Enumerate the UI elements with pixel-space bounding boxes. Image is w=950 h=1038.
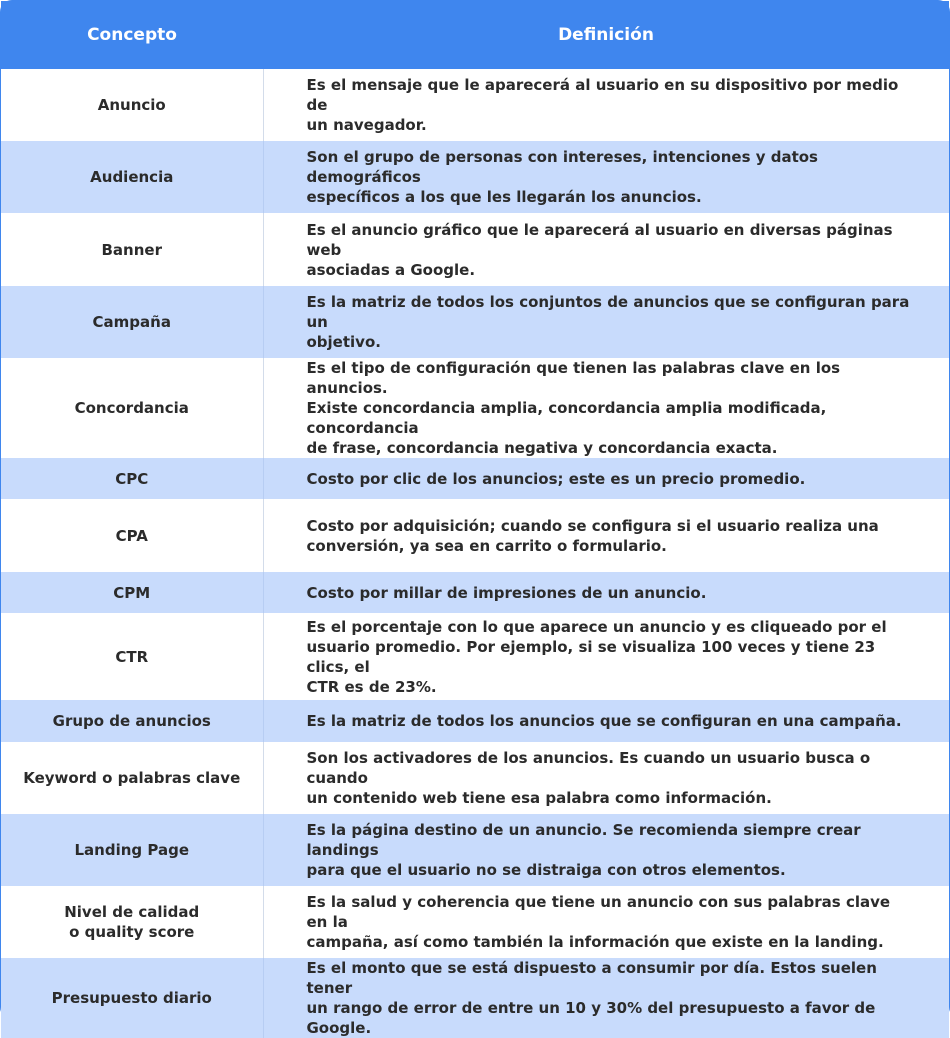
definition-cell — [263, 286, 949, 358]
definition-text: Es la matriz de todos los conjuntos de anuncios que se configuran para un — [306, 293, 910, 331]
concept-text: Presupuesto diario — [51, 989, 212, 1007]
concept-cell — [1, 458, 263, 499]
concept-text: Keyword o palabras clave — [23, 769, 241, 787]
table-row — [1, 814, 949, 886]
definition-text: Es el mensaje que le aparecerá al usuario en su dispositivo por medio de — [306, 76, 899, 114]
concept-text: Banner — [101, 240, 162, 259]
definition-text: objetivo. — [306, 333, 381, 351]
definition-text: un contenido web tiene esa palabra como información. — [306, 789, 772, 807]
concept-text: CPC — [115, 469, 149, 488]
table-row — [1, 886, 949, 958]
concept-text: Nivel de calidad — [64, 903, 200, 921]
header-concept: Concepto — [1, 1, 263, 69]
table-row — [1, 613, 949, 700]
concept-text: Concordancia — [74, 399, 189, 417]
concept-cell — [1, 814, 263, 886]
definition-cell — [263, 213, 949, 286]
table-row — [1, 499, 949, 572]
concept-text: Campaña — [92, 313, 171, 331]
definition-text: Es el porcentaje con lo que aparece un anuncio y es cliqueado por el — [306, 617, 887, 636]
definition-text: para que el usuario no se distraiga con otros elementos. — [306, 861, 786, 879]
definition-text: conversión, ya sea en carrito o formulario. — [306, 536, 667, 555]
definition-text: de frase, concordancia negativa y concordancia exacta. — [306, 439, 778, 457]
definition-text: Costo por adquisición; cuando se configura si el usuario realiza una — [306, 516, 879, 535]
definition-cell — [263, 141, 949, 213]
definition-cell — [263, 700, 949, 742]
definition-cell — [263, 814, 949, 886]
concept-text: o quality score — [69, 923, 195, 941]
concept-cell — [1, 742, 263, 814]
definition-text: Costo por clic de los anuncios; este es un precio promedio. — [306, 469, 806, 488]
concept-text: CTR — [115, 647, 149, 666]
concept-cell — [1, 958, 263, 1038]
definition-text: Son los activadores de los anuncios. Es cuando un usuario busca o cuando — [306, 749, 871, 787]
definition-text: Existe concordancia amplia, concordancia amplia modificada, concordancia — [306, 399, 827, 437]
definition-text: CTR es de 23%. — [306, 677, 437, 696]
definition-text: Son el grupo de personas con intereses, intenciones y datos demográficos — [306, 148, 818, 186]
definition-cell — [263, 499, 949, 572]
definition-text: Es el anuncio gráfico que le aparecerá al usuario en diversas páginas web — [306, 220, 893, 259]
table-row — [1, 572, 949, 613]
concept-text: Grupo de anuncios — [52, 712, 211, 730]
concept-text: CPM — [113, 583, 151, 602]
definition-text: campaña, así como también la información que existe en la landing. — [306, 933, 884, 951]
table-row — [1, 742, 949, 814]
definition-text: un navegador. — [306, 116, 427, 134]
definition-text: Es la página destino de un anuncio. Se recomienda siempre crear landings — [306, 821, 861, 859]
table-row — [1, 213, 949, 286]
concept-text: CPA — [115, 526, 148, 545]
table-row — [1, 958, 949, 1038]
definition-cell — [263, 886, 949, 958]
concept-cell — [1, 286, 263, 358]
table-row — [1, 358, 949, 458]
definition-cell — [263, 358, 949, 458]
header-definition: Definición — [263, 1, 949, 69]
table-header-row — [1, 1, 949, 69]
definition-text: usuario promedio. Por ejemplo, si se visualiza 100 veces y tiene 23 clics, el — [306, 637, 876, 676]
definition-text: específicos a los que les llegarán los anuncios. — [306, 188, 702, 206]
definition-text: Es la matriz de todos los anuncios que se configuran en una campaña. — [306, 712, 902, 730]
concept-cell — [1, 69, 263, 141]
definition-cell — [263, 458, 949, 499]
concept-cell — [1, 886, 263, 958]
concept-cell — [1, 572, 263, 613]
definition-text: asociadas a Google. — [306, 260, 476, 279]
table-row — [1, 458, 949, 499]
table-row — [1, 141, 949, 213]
definition-cell — [263, 958, 949, 1038]
concept-cell — [1, 613, 263, 700]
glossary-table — [1, 1, 949, 1038]
table-row — [1, 700, 949, 742]
definition-text: Es el tipo de configuración que tienen las palabras clave en los anuncios. — [306, 359, 841, 397]
concept-cell — [1, 700, 263, 742]
definition-text: Es la salud y coherencia que tiene un anuncio con sus palabras clave en la — [306, 893, 891, 931]
concept-text: Anuncio — [97, 96, 166, 114]
concept-cell — [1, 499, 263, 572]
concept-text: Landing Page — [74, 841, 189, 859]
table-row — [1, 69, 949, 141]
table-row — [1, 286, 949, 358]
definition-text: Es el monto que se está dispuesto a consumir por día. Estos suelen tener — [306, 959, 877, 997]
definition-cell — [263, 742, 949, 814]
concept-text: Audiencia — [90, 168, 174, 186]
concept-cell — [1, 358, 263, 458]
definition-text: un rango de error de entre un 10 y 30% del presupuesto a favor de Google. — [306, 999, 876, 1037]
concept-cell — [1, 141, 263, 213]
definition-cell — [263, 572, 949, 613]
concept-cell — [1, 213, 263, 286]
table-body — [1, 69, 949, 1038]
definition-text: Costo por millar de impresiones de un anuncio. — [306, 583, 707, 602]
definition-cell — [263, 69, 949, 141]
definition-cell — [263, 613, 949, 700]
